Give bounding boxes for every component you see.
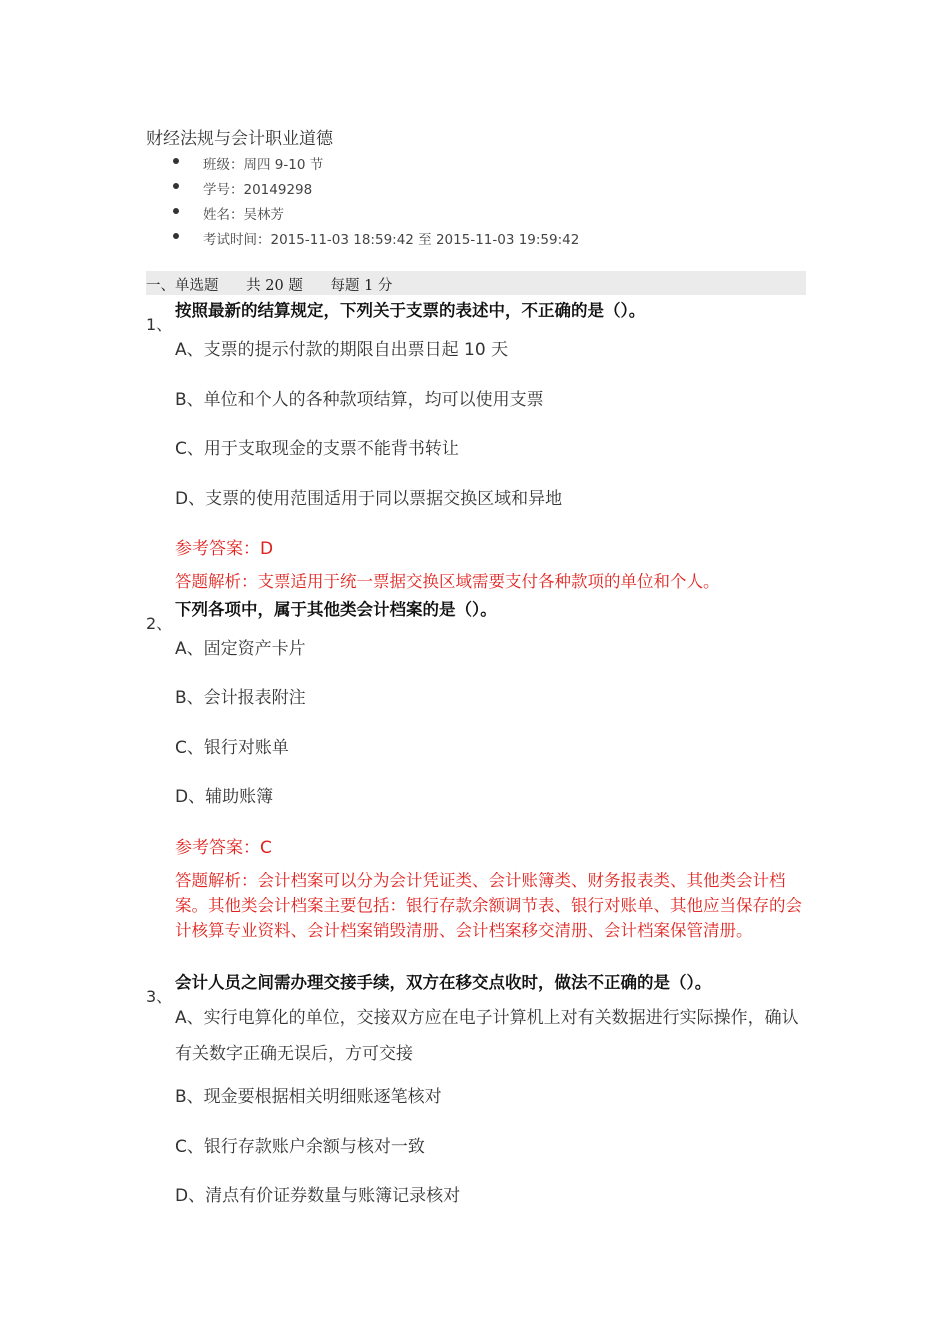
info-text bbox=[203, 153, 323, 173]
option-c: C、银行对账单 bbox=[175, 738, 289, 758]
question-stem: 按照最新的结算规定，下列关于支票的表述中，不正确的是（）。 bbox=[175, 301, 646, 320]
info-value: 20149298 bbox=[243, 182, 313, 198]
info-value: 吴林芳 bbox=[243, 207, 284, 223]
bullet-icon bbox=[173, 208, 179, 214]
question-stem: 下列各项中，属于其他类会计档案的是（）。 bbox=[175, 600, 497, 619]
info-label: 班级： bbox=[203, 157, 244, 173]
info-item-class bbox=[0, 150, 700, 174]
option-a: A、固定资产卡片 bbox=[175, 639, 306, 659]
question-number: 2、 bbox=[146, 614, 173, 633]
reference-answer: 参考答案：D bbox=[175, 539, 274, 559]
answer-analysis: 答题解析：会计档案可以分为会计凭证类、会计账簿类、财务报表类、其他类会计档案。其他类会计档案主要包括：银行存款余额调节表、银行对账单、其他应当保存的会计核算专业资料、会计档案销毁清册、会计档案移交清册、会计档案保管清册。 bbox=[175, 871, 802, 940]
question-number: 3、 bbox=[146, 987, 173, 1006]
info-text bbox=[203, 203, 284, 223]
bullet-icon bbox=[173, 233, 179, 239]
info-label: 姓名： bbox=[203, 207, 244, 223]
option-b: B、单位和个人的各种款项结算，均可以使用支票 bbox=[175, 390, 544, 410]
info-text bbox=[203, 228, 579, 248]
document-title: 财经法规与会计职业道德 bbox=[146, 129, 333, 149]
section-title: 一、单选题 共 20 题 每题 1 分 bbox=[146, 278, 393, 294]
info-item-student-id bbox=[0, 175, 700, 199]
info-item-exam-time bbox=[0, 225, 700, 249]
option-a: A、实行电算化的单位，交接双方应在电子计算机上对有关数据进行实际操作，确认有关数字正确无误后，方可交接 bbox=[175, 1008, 799, 1064]
option-d: D、支票的使用范围适用于同以票据交换区域和异地 bbox=[175, 489, 563, 509]
option-c: C、银行存款账户余额与核对一致 bbox=[175, 1137, 425, 1157]
option-d: D、辅助账簿 bbox=[175, 787, 274, 807]
info-item-name bbox=[0, 200, 700, 224]
bullet-icon bbox=[173, 158, 179, 164]
info-label: 学号： bbox=[203, 182, 244, 198]
question-number: 1、 bbox=[146, 315, 173, 334]
info-value: 周四 9-10 节 bbox=[243, 157, 324, 173]
option-b: B、现金要根据相关明细账逐笔核对 bbox=[175, 1087, 442, 1107]
info-text bbox=[203, 178, 312, 198]
bullet-icon bbox=[173, 183, 179, 189]
section-header bbox=[146, 271, 806, 295]
info-value: 2015-11-03 18:59:42 至 2015-11-03 19:59:42 bbox=[270, 232, 580, 248]
answer-analysis: 答题解析：支票适用于统一票据交换区域需要支付各种款项的单位和个人。 bbox=[175, 572, 720, 591]
reference-answer: 参考答案：C bbox=[175, 838, 272, 858]
question-stem: 会计人员之间需办理交接手续，双方在移交点收时，做法不正确的是（）。 bbox=[175, 973, 712, 992]
option-b: B、会计报表附注 bbox=[175, 688, 306, 708]
option-d: D、清点有价证券数量与账簿记录核对 bbox=[175, 1186, 461, 1206]
option-a: A、支票的提示付款的期限自出票日起 10 天 bbox=[175, 340, 509, 360]
info-label: 考试时间： bbox=[203, 232, 271, 248]
option-c: C、用于支取现金的支票不能背书转让 bbox=[175, 439, 459, 459]
